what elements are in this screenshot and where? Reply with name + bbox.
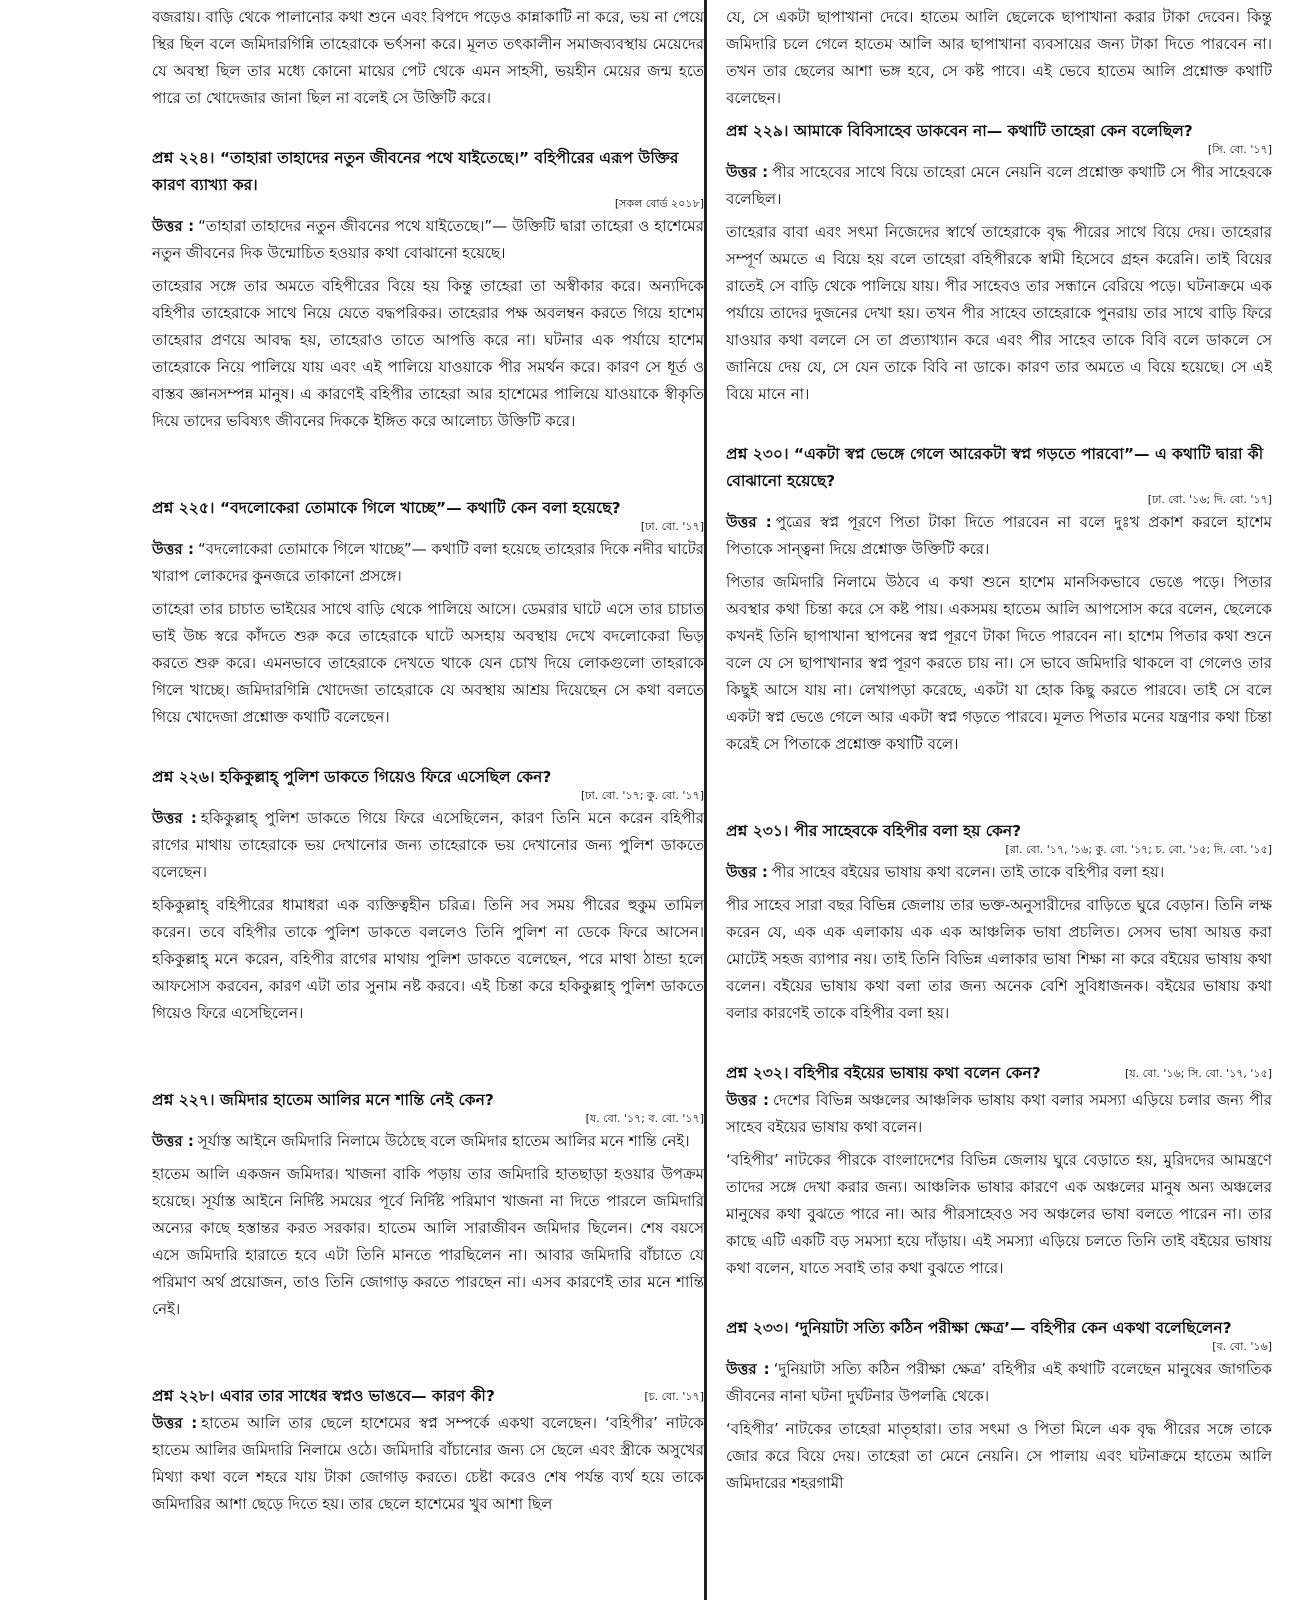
- answer-label: উত্তর :: [152, 809, 197, 827]
- right-column: [726, 4, 1272, 1503]
- question-231: [726, 818, 1272, 1054]
- board-reference: [ঢা. বো. '১৭]: [640, 520, 704, 533]
- board-reference: [ব. বো. '১৬]: [1212, 1340, 1272, 1353]
- answer-label: উত্তর :: [726, 163, 769, 181]
- answer-text: সূর্যাস্ত আইনে জমিদারি নিলামে উঠেছে বলে জমিদার হাতেম আলির মনে শান্তি নেই।: [197, 1132, 690, 1150]
- board-reference: [সি. বো. '১৭]: [1207, 143, 1272, 156]
- question-number: প্রশ্ন ২২৯।: [726, 122, 789, 140]
- explanation-paragraph: তাহেরার সঙ্গে তার অমতে বহিপীরের বিয়ে হয় কিন্তু তাহেরা তা অস্বীকার করে। অন্যদিকে বহিপীর তাহেরাকে সাথে নিয়ে যেতে বদ্ধপরিকর। তাহেরার পক্ষ অবলম্বন করতে গিয়ে হাশেম তাহেরার প্রণয়ে আবদ্ধ হয়, তাহেরাও তাতে আপত্তি করে না। ঘটনার এক পর্যায়ে হাশেম তাহেরাকে নিয়ে পালিয়ে যায় এবং এই পালিয়ে যাওয়াকে পীর সমর্থন করে। কারণ সে ধূর্ত ও বাস্তব জ্ঞানসম্পন্ন মানুষ। এ কারণেই বহিপীর তাহেরা আর হাশেমের পালিয়ে যাওয়াকে স্বীকৃতি দিয়ে তাদের ভবিষ্যৎ জীবনের দিককে ইঙ্গিত করে আলোচ্য উক্তিটি করে।: [152, 277, 704, 430]
- question-text: হকিকুল্লাহ্ পুলিশ ডাকতে গিয়েও ফিরে এসেছিল কেন?: [219, 768, 552, 786]
- question-text: পীর সাহেবকে বহিপীর বলা হয় কেন?: [793, 822, 1022, 840]
- answer-label: উত্তর :: [726, 1360, 770, 1378]
- answer-label: উত্তর :: [152, 540, 194, 558]
- answer-label: উত্তর :: [726, 863, 768, 881]
- question-232: [726, 1060, 1272, 1309]
- question-number: প্রশ্ন ২৩০।: [726, 445, 789, 463]
- board-reference: [ঢা. বো. '১৬; দি. বো. '১৭]: [1147, 493, 1272, 506]
- explanation-paragraph: ‘বহিপীর’ নাটকের তাহেরা মাতৃহারা। তার সৎমা ও পিতা মিলে এক বৃদ্ধ পীরের সঙ্গে তাকে জোর করে বিয়ে দেয়। তাহেরা তা মেনে নেয়নি। সে পালায় এবং ঘটনাক্রমে হাতেম আলি জমিদারের শহরগামী: [726, 1420, 1272, 1492]
- left-column: [152, 4, 704, 1551]
- answer-text: হকিকুল্লাহ্ পুলিশ ডাকতে গিয়ে ফিরে এসেছিলেন, কারণ তিনি মনে করেন বহিপীর রাগের মাথায় তাহেরাকে ভয় দেখানোর জন্য তাহেরাকে ভয় দেখানোর জন্য পুলিশ ডাকতে বলেছেন।: [152, 809, 704, 881]
- question-number: প্রশ্ন ২২৪।: [152, 149, 215, 167]
- left-intro-paragraph: বজরায়। বাড়ি থেকে পালানোর কথা শুনে এবং বিপদে পড়েও কান্নাকাটি না করে, ভয় না পেয়ে স্থির ছিল বলে জমিদারগিন্নি তাহেরাকে ভর্ৎসনা করে। মূলত তৎকালীন সমাজব্যবস্থায় মেয়েদের যে অবস্থা ছিল তার মধ্যে কোনো মায়ের পেট থেকে এমন সাহসী, ভয়হীন মেয়ের জন্ম হতে পারে তা খোদেজার জানা ছিল না বলেই সে উক্তিটি করে।: [152, 8, 704, 107]
- question-number: প্রশ্ন ২৩১।: [726, 822, 789, 840]
- question-text: ‘দুনিয়াটা সত্যি কঠিন পরীক্ষা ক্ষেত্র’— বহিপীর কেন একথা বলেছিলেন?: [793, 1319, 1232, 1337]
- answer-text: পীর সাহেব বইয়ের ভাষায় কথা বলেন। তাই তাকে বহিপীর বলা হয়।: [771, 863, 1165, 881]
- question-233: [726, 1315, 1272, 1497]
- answer-text: ‘দুনিয়াটা সত্যি কঠিন পরীক্ষা ক্ষেত্র’ বহিপীর এই কথাটি বলেছেন মানুষের জাগতিক জীবনের নানা ঘটনা দুর্ঘটনার উপলব্ধি থেকে।: [726, 1360, 1272, 1405]
- board-reference: [ঢা. বো. '১৭; কু. বো. '১৭]: [580, 789, 704, 802]
- answer-label: উত্তর :: [152, 1414, 198, 1432]
- question-number: প্রশ্ন ২২৫।: [152, 499, 215, 517]
- explanation-paragraph: তাহেরা তার চাচাত ভাইয়ের সাথে বাড়ি থেকে পালিয়ে আসে। ডেমরার ঘাটে এসে তার চাচাত ভাই উচ্চ স্বরে কাঁদতে শুরু করে তাহেরাকে ঘাটে অসহায় অবস্থায় দেখে বদলোকেরা ভিড় করতে শুরু করে। এমনভাবে তাহেরাকে দেখতে থাকে যেন চোখ দিয়ে লোকগুলো তাহরাকে গিলে খাচ্ছে। জমিদারগিন্নি খোদেজা তাহেরাকে যে অবস্থায় আশ্রয় দিয়েছেন সে কথা বলতে গিয়ে খোদেজা প্রশ্নোক্ত কথাটি বলেছেন।: [152, 600, 704, 726]
- question-number: প্রশ্ন ২২৮।: [152, 1387, 215, 1405]
- board-reference: [সকল বোর্ড ২০১৮]: [614, 197, 704, 210]
- explanation-paragraph: পিতার জমিদারি নিলামে উঠবে এ কথা শুনে হাশেম মানসিকভাবে ভেঙে পড়ে। পিতার অবস্থার কথা চিন্তা করে সে কষ্ট পায়। একসময় হাতেম আলি আপসোস করে বলেন, ছেলেকে কখনই তিনি ছাপাখানা স্থাপনের স্বপ্ন পূরণে টাকা দিতে পারবেন না। হাশেম পিতার কথা শুনে বলে যে সে ছাপাখানার স্বপ্ন পূরণ করতে চায় না। সে ভাবে জমিদারি থাকলে বা গেলেও তার কিছুই আসে যায় না। লেখাপড়া করেছে, একটা যা হোক কিছু করতে পারবে। তাই সে বলে একটা স্বপ্ন ভেঙে গেলে আর একটা স্বপ্ন গড়তে পারবে। মূলত পিতার মনের যন্ত্রণার কথা চিন্তা করেই সে পিতাকে প্রশ্নোক্ত কথাটি বলে।: [726, 573, 1272, 753]
- question-text: “তাহারা তাহাদের নতুন জীবনের পথে যাইতেছে।” বহিপীরের এরূপ উক্তির কারণ ব্যাখ্যা কর।: [152, 149, 679, 194]
- board-reference: [চ. বো. '১৭]: [644, 1390, 704, 1403]
- answer-text: “তাহারা তাহাদের নতুন জীবনের পথে যাইতেছে।”— উক্তিটি দ্বারা তাহেরা ও হাশেমের নতুন জীবনের দিক উন্মোচিত হওয়ার কথা বোঝানো হয়েছে।: [152, 217, 704, 262]
- question-text: এবার তার সাধের স্বপ্নও ভাঙবে— কারণ কী?: [219, 1387, 495, 1405]
- question-text: আমাকে বিবিসাহেব ডাকবেন না— কথাটি তাহেরা কেন বলেছিল?: [793, 122, 1193, 140]
- question-number: প্রশ্ন ২২৬।: [152, 768, 215, 786]
- explanation-paragraph: পীর সাহেব সারা বছর বিভিন্ন জেলায় তার ভক্ত-অনুসারীদের বাড়িতে ঘুরে বেড়ান। তিনি লক্ষ করেন যে, এক এক এলাকায় এক এক আঞ্চলিক ভাষা প্রচলিত। সেসব ভাষা আয়ত্ত করা মোটেই সহজ ব্যাপার নয়। তাই তিনি বিভিন্ন এলাকার ভাষা শিক্ষা না করে বইয়ের ভাষায় কথা বলেন। বইয়ের ভাষায় কথা বলা তার জন্য অনেক বেশি সুবিধাজনক। বইয়ের ভাষায় কথা বলার কারণেই তাকে বহিপীর বলা হয়।: [726, 896, 1272, 1022]
- question-227: [152, 1087, 704, 1377]
- right-intro-paragraph: যে, সে একটা ছাপাখানা দেবে। হাতেম আলি ছেলেকে ছাপাখানা করার টাকা দেবেন। কিন্তু জমিদারি চলে গেলে হাতেম আলি আর ছাপাখানা ব্যবসায়ের জন্য টাকা দিতে পারবেন না। তখন তার ছেলের আশা ভঙ্গ হবে, সে কষ্ট পাবে। এই ভেবে হাতেম আলি প্রশ্নোক্ত কথাটি বলেছেন।: [726, 8, 1272, 107]
- board-reference: [রা. বো. '১৭, '১৬; কু. বো. '১৭; চ. বো. '১৫; দি. বো. '১৫]: [1005, 843, 1272, 856]
- question-number: প্রশ্ন ২২৭।: [152, 1091, 215, 1109]
- answer-label: উত্তর :: [152, 1132, 194, 1150]
- answer-text: দেশের বিভিন্ন অঞ্চলের আঞ্চলিক ভাষায় কথা বলার সমস্যা এড়িয়ে চলার জন্য পীর সাহেব বইয়ের ভাষায় কথা বলেন।: [726, 1091, 1272, 1136]
- answer-text: পুত্রের স্বপ্ন পূরণে পিতা টাকা দিতে পারবেন না বলে দুঃখ প্রকাশ করলে হাশেম পিতাকে সান্ত্বনা দিয়ে প্রশ্নোক্ত উক্তিটি করে।: [726, 513, 1272, 558]
- answer-text: হাতেম আলি তার ছেলে হাশেমের স্বপ্ন সম্পর্কে একথা বলেছেন। ‘বহিপীর’ নাটকে হাতেম আলির জমিদারি নিলামে ওঠে। জমিদারি বাঁচানোর জন্য সে ছেলে এবং স্ত্রীকে অসুখের মিথ্যা কথা বলে শহরে যায় টাকা জোগাড় করতে। চেষ্টা করেও শেষ পর্যন্ত ব্যর্থ হয়ে তাকে জমিদারির আশা ছেড়ে দিতে হয়। তার ছেলে হাশেমের খুব আশা ছিল: [152, 1414, 704, 1513]
- answer-text: পীর সাহেবের সাথে বিয়ে তাহেরা মেনে নেয়নি বলে প্রশ্নোক্ত কথাটি সে পীর সাহেবকে বলেছিল।: [726, 163, 1272, 208]
- explanation-paragraph: তাহেরার বাবা এবং সৎমা নিজেদের স্বার্থে তাহেরাকে বৃদ্ধ পীরের সাথে বিয়ে দেয়। তাহেরার সম্পূর্ণ অমতে এ বিয়ে হয় বলে তাহেরা বহিপীরকে স্বামী হিসেবে গ্রহন করেনি। তাই বিয়ের রাতেই সে বাড়ি থেকে পালিয়ে যায়। পীর সাহেবও তার সন্ধানে বেরিয়ে পড়ে। ঘটনাক্রমে এক পর্যায়ে তাদের দুজনের দেখা হয়। তখন পীর সাহেব তাহেরাকে পুনরায় তার সাথে বাড়ি ফিরে যাওয়ার কথা বললে সে তা প্রত্যাখ্যান করে এবং পীর সাহেব তাকে বিবি বলে ডাকলে সে জানিয়ে দেয় যে, সে যেন তাকে বিবি না ডাকে। কারণ তার অমতে এ বিয়ে হয়েছে। সে এই বিয়ে মানে না।: [726, 223, 1272, 403]
- question-224: [152, 145, 704, 489]
- explanation-paragraph: ‘বহিপীর’ নাটকের পীরকে বাংলাদেশের বিভিন্ন জেলায় ঘুরে বেড়াতে হয়, মুরিদদের আমন্ত্রণে তাদের সঙ্গে দেখা করার জন্য। আঞ্চলিক ভাষার কারণে এক অঞ্চলের মানুষ অন্য অঞ্চলের মানুষের কথা বুঝতে পারে না। আর পীরসাহেবও সব অঞ্চলের ভাষা বলতে পারেন না। তার কাছে এটি একটি বড় সমস্যা হয়ে দাঁড়ায়। এই সমস্যা এড়িয়ে চলতে তিনি তাই বইয়ের ভাষায় কথা বলেন, যাতে সবাই তার কথা বুঝতে পারে।: [726, 1151, 1272, 1277]
- question-228: [152, 1383, 704, 1545]
- explanation-paragraph: হাতেম আলি একজন জমিদার। খাজনা বাকি পড়ায় তার জমিদারি হাতছাড়া হওয়ার উপক্রম হয়েছে। সূর্যাস্ত আইনে নির্দিষ্ট সময়ের পূর্বে নির্দিষ্ট পরিমাণ খাজনা না দিতে পারলে জমিদারি অন্যের কাছে হস্তান্তর করত সরকার। হাতেম আলি সারাজীবন জমিদার ছিলেন। শেষ বয়সে এসে জমিদারি হারাতে হবে এটা তিনি মানতে পারছিলেন না। আবার জমিদারি বাঁচাতে যে পরিমাণ অর্থ প্রয়োজন, তাও তিনি জোগাড় করতে পারছেন না। এসব কারণেই তার মনে শান্তি নেই।: [152, 1165, 704, 1318]
- question-230: [726, 441, 1272, 812]
- answer-text: “বদলোকেরা তোমাকে গিলে খাচ্ছে”— কথাটি বলা হয়েছে তাহেরার দিকে নদীর ঘাটের খারাপ লোকদের কুনজরে তাকানো প্রসঙ্গে।: [152, 540, 704, 585]
- question-226: [152, 764, 704, 1081]
- board-reference: [য. বো. '১৭; ব. বো. '১৭]: [585, 1112, 704, 1125]
- board-reference: [য. বো. '১৬; সি. বো. '১৭, '১৫]: [1125, 1067, 1272, 1080]
- question-number: প্রশ্ন ২৩৩।: [726, 1319, 789, 1337]
- question-text: জমিদার হাতেম আলির মনে শান্তি নেই কেন?: [219, 1091, 494, 1109]
- answer-label: উত্তর :: [726, 1091, 769, 1109]
- question-229: [726, 118, 1272, 435]
- question-text: “বদলোকেরা তোমাকে গিলে খাচ্ছে”— কথাটি কেন বলা হয়েছে?: [219, 499, 621, 517]
- question-text: “একটা স্বপ্ন ভেঙ্গে গেলে আরেকটা স্বপ্ন গড়তে পারবো”— এ কথাটি দ্বারা কী বোঝানো হয়েছে?: [726, 445, 1264, 490]
- answer-label: উত্তর :: [152, 217, 195, 235]
- explanation-paragraph: হকিকুল্লাহ্ বহিপীরের ধামাধরা এক ব্যক্তিত্বহীন চরিত্র। তিনি সব সময় পীরের হুকুম তামিল করেন। তবে বহিপীর তাকে পুলিশ ডাকতে বললেও তিনি পুলিশ না ডেকে ফিরে আসেন। হকিকুল্লাহ্ মনে করেন, বহিপীর রাগের মাথায় পুলিশ ডাকতে বলেছেন, পরে মাথা ঠান্ডা হলে আফসোস করবেন, কারণ এটা তার সুনাম নষ্ট করবে। এই চিন্তা করে হকিকুল্লাহ্ পুলিশ ডাকতে গিয়েও ফিরে এসেছিলেন।: [152, 896, 704, 1022]
- column-divider: [704, 0, 707, 1600]
- question-text: বহিপীর বইয়ের ভাষায় কথা বলেন কেন?: [793, 1064, 1041, 1082]
- question-225: [152, 495, 704, 758]
- answer-label: উত্তর :: [726, 513, 772, 531]
- question-number: প্রশ্ন ২৩২।: [726, 1064, 789, 1082]
